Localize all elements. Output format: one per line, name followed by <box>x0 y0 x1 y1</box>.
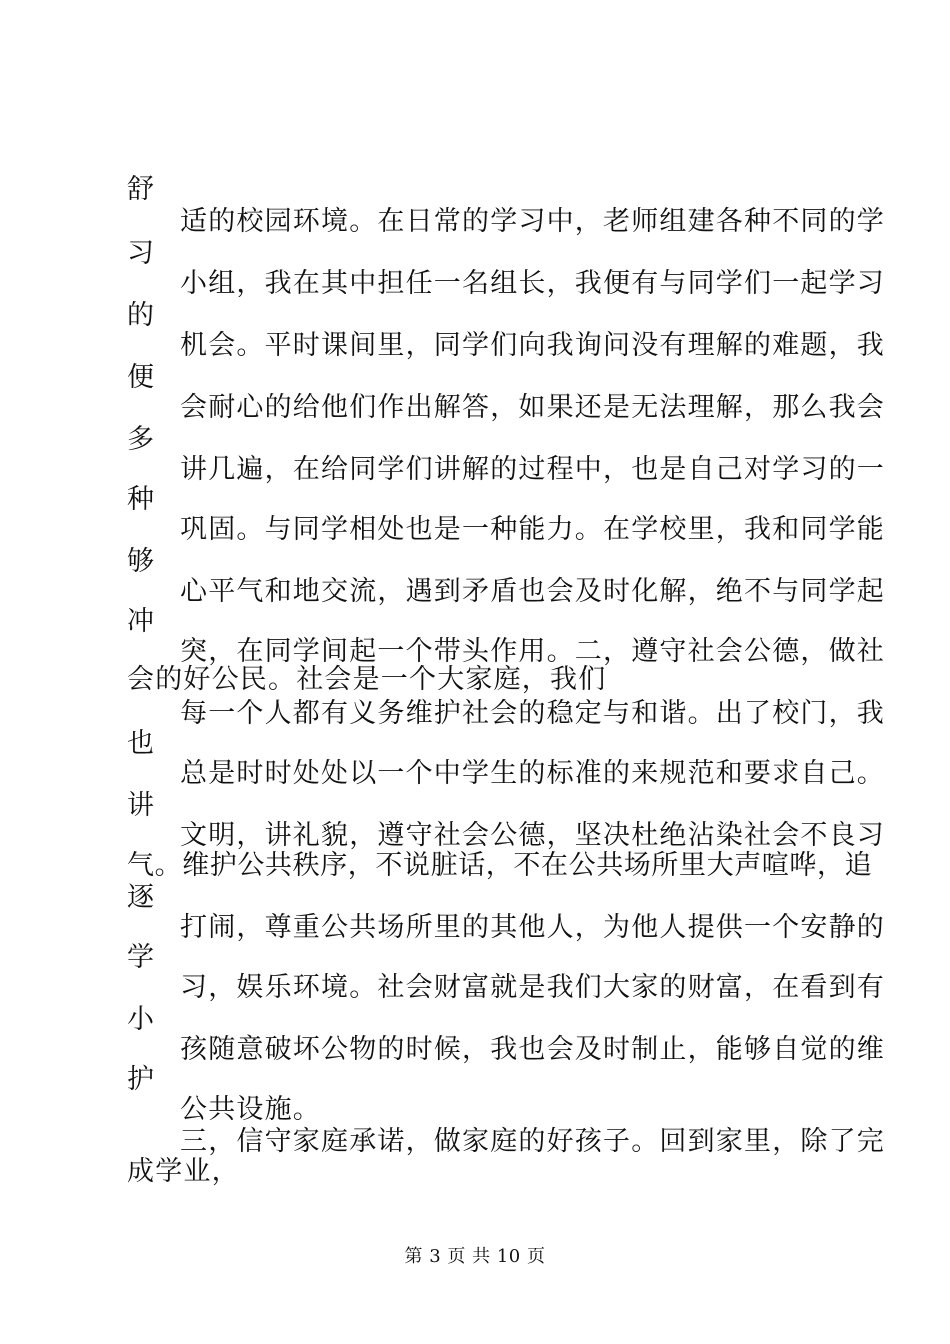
text-line: 护 <box>127 1064 156 1095</box>
text-line: 学 <box>127 942 156 973</box>
text-line: 打闹，尊重公共场所里的其他人，为他人提供一个安静的 <box>180 912 885 943</box>
text-line: 公共设施。 <box>180 1094 321 1125</box>
text-line: 适的校园环境。在日常的学习中，老师组建各种不同的学 <box>180 206 885 237</box>
text-line: 讲 <box>127 790 156 821</box>
text-line: 心平气和地交流，遇到矛盾也会及时化解，绝不与同学起 <box>180 576 885 607</box>
text-line: 够 <box>127 546 156 577</box>
text-line: 三，信守家庭承诺，做家庭的好孩子。回到家里，除了完 <box>180 1126 885 1157</box>
text-line: 多 <box>127 424 156 455</box>
text-line: 逐 <box>127 882 156 913</box>
text-line: 成学业， <box>127 1156 240 1187</box>
text-line: 的 <box>127 300 156 331</box>
text-line: 机会。平时课间里，同学们向我询问没有理解的难题，我 <box>180 330 885 361</box>
text-line: 文明，讲礼貌，遵守社会公德，坚决杜绝沾染社会不良习 <box>180 820 885 851</box>
text-line: 冲 <box>127 606 156 637</box>
text-line: 会的好公民。社会是一个大家庭，我们 <box>127 664 607 695</box>
text-line: 每一个人都有义务维护社会的稳定与和谐。出了校门，我 <box>180 698 885 729</box>
text-line: 小 <box>127 1004 156 1035</box>
text-line: 讲几遍，在给同学们讲解的过程中，也是自己对学习的一 <box>180 454 885 485</box>
text-line: 气。维护公共秩序，不说脏话，不在公共场所里大声喧哗，追 <box>127 850 873 881</box>
text-line: 习 <box>127 238 156 269</box>
text-line: 孩随意破坏公物的时候，我也会及时制止，能够自觉的维 <box>180 1034 885 1065</box>
text-line: 也 <box>127 728 156 759</box>
text-line: 舒 <box>127 174 156 205</box>
page-number-footer: 第 3 页 共 10 页 <box>404 1246 546 1267</box>
text-line: 便 <box>127 362 156 393</box>
text-line: 总是时时处处以一个中学生的标准的来规范和要求自己。 <box>180 758 885 789</box>
text-line: 巩固。与同学相处也是一种能力。在学校里，我和同学能 <box>180 514 885 545</box>
text-line: 会耐心的给他们作出解答，如果还是无法理解，那么我会 <box>180 392 885 423</box>
text-line: 小组，我在其中担任一名组长，我便有与同学们一起学习 <box>180 268 885 299</box>
text-line: 突，在同学间起一个带头作用。二，遵守社会公德，做社 <box>180 636 885 667</box>
text-line: 种 <box>127 484 156 515</box>
text-line: 习，娱乐环境。社会财富就是我们大家的财富，在看到有 <box>180 972 885 1003</box>
